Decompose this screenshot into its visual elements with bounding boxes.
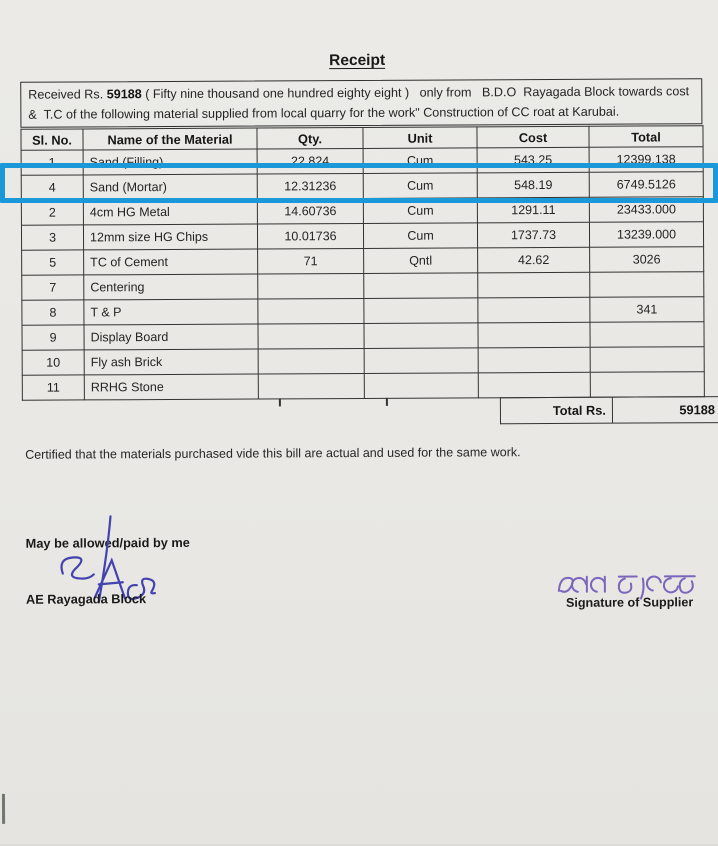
cell-sl: 7 bbox=[22, 275, 84, 300]
cell-total bbox=[590, 372, 704, 398]
cell-unit: Cum bbox=[363, 148, 477, 174]
cell-qty bbox=[258, 348, 364, 374]
cell-total: 341 bbox=[590, 297, 704, 323]
cell-cost bbox=[478, 272, 590, 298]
cell-cost: 548.19 bbox=[477, 172, 589, 198]
cell-total: 23433.000 bbox=[589, 197, 703, 223]
cell-unit bbox=[364, 298, 478, 324]
cell-cost: 42.62 bbox=[478, 247, 590, 273]
cell-qty: 71 bbox=[258, 248, 364, 274]
table-row bbox=[22, 347, 704, 376]
cell-name: Sand (Filling) bbox=[83, 149, 257, 175]
cell-total: 6749.5126 bbox=[589, 172, 703, 198]
cell-qty bbox=[258, 323, 364, 349]
cell-total: 13239.000 bbox=[589, 222, 703, 248]
cell-name: Display Board bbox=[84, 324, 258, 350]
col-header-unit: Unit bbox=[363, 127, 477, 149]
cell-name: RRHG Stone bbox=[84, 374, 258, 400]
cell-name: Sand (Mortar) bbox=[83, 174, 257, 200]
supplier-signature-label: Signature of Supplier bbox=[565, 595, 694, 610]
table-row bbox=[22, 322, 704, 351]
cell-total bbox=[590, 272, 704, 298]
cell-name: Fly ash Brick bbox=[84, 349, 258, 375]
grand-total-value: 59188 bbox=[612, 396, 718, 424]
cell-sl: 9 bbox=[22, 325, 84, 350]
cell-total: 12399.138 bbox=[589, 147, 703, 173]
table-row bbox=[22, 272, 704, 301]
cell-total: 3026 bbox=[590, 247, 704, 273]
table-row bbox=[22, 297, 704, 326]
cell-qty: 14.60736 bbox=[257, 198, 363, 224]
approval-note: May be allowed/paid by me bbox=[25, 534, 190, 551]
cell-sl: 10 bbox=[22, 350, 84, 375]
cell-unit: Cum bbox=[363, 173, 477, 199]
cell-qty bbox=[258, 373, 364, 399]
table-row bbox=[21, 222, 703, 251]
table-row bbox=[22, 247, 704, 276]
cell-sl: 5 bbox=[22, 250, 84, 275]
cell-qty: 12.31236 bbox=[257, 173, 363, 199]
grand-total-label: Total Rs. bbox=[500, 397, 612, 425]
page-title: Receipt bbox=[329, 51, 386, 70]
cell-sl: 2 bbox=[21, 200, 83, 225]
cell-cost bbox=[478, 322, 590, 348]
cell-cost: 1737.73 bbox=[477, 222, 589, 248]
scan-edge-artifact bbox=[2, 794, 5, 824]
cell-unit bbox=[364, 373, 478, 399]
cell-cost: 1291.11 bbox=[477, 197, 589, 223]
received-prefix: Received Rs. bbox=[28, 87, 107, 102]
cell-unit: Qntl bbox=[364, 248, 478, 274]
cell-unit bbox=[364, 273, 478, 299]
cell-qty bbox=[258, 273, 364, 299]
cell-name: 12mm size HG Chips bbox=[83, 224, 257, 250]
cell-name: Centering bbox=[84, 274, 258, 300]
col-header-name: Name of the Material bbox=[83, 128, 257, 150]
scan-line-stub bbox=[279, 398, 281, 406]
cell-sl: 11 bbox=[22, 375, 84, 400]
cell-sl: 1 bbox=[21, 150, 83, 175]
received-amount: 59188 bbox=[106, 87, 142, 102]
highlight-annotation-box bbox=[0, 163, 718, 203]
cell-qty: 22.824 bbox=[257, 148, 363, 174]
col-header-qty: Qty. bbox=[257, 127, 363, 149]
received-statement-box bbox=[20, 78, 702, 128]
cell-sl: 8 bbox=[22, 300, 84, 325]
col-header-sl-no: Sl. No. bbox=[21, 129, 83, 150]
cell-total bbox=[590, 322, 704, 348]
cell-unit bbox=[364, 323, 478, 349]
received-line1-rest: ( Fifty nine thousand one hundred eighty eight ) only from B.D.O Rayagada Block towards cost bbox=[141, 84, 690, 102]
cell-unit: Cum bbox=[363, 198, 477, 224]
approver-designation: AE Rayagada Block bbox=[25, 591, 147, 607]
scan-line-stub bbox=[386, 398, 388, 406]
cell-sl: 3 bbox=[21, 225, 83, 250]
cell-cost bbox=[478, 347, 590, 373]
col-header-cost: Cost bbox=[477, 126, 589, 148]
cell-name: 4cm HG Metal bbox=[83, 199, 257, 225]
cell-sl: 4 bbox=[21, 175, 83, 200]
cell-total bbox=[590, 347, 704, 373]
cell-name: TC of Cement bbox=[84, 249, 258, 275]
cell-cost bbox=[478, 372, 590, 398]
cell-qty: 10.01736 bbox=[257, 223, 363, 249]
cell-cost: 543.25 bbox=[477, 147, 589, 173]
cell-name: T & P bbox=[84, 299, 258, 325]
cell-qty bbox=[258, 298, 364, 324]
col-header-total: Total bbox=[589, 126, 703, 148]
cell-unit: Cum bbox=[363, 223, 477, 249]
certified-statement: Certified that the materials purchased vide this bill are actual and used for the same work. bbox=[25, 445, 521, 462]
cell-unit bbox=[364, 348, 478, 374]
cell-cost bbox=[478, 297, 590, 323]
received-line-2: & T.C of the following material supplied from local quarry for the work" Construction of CC roat at Karubai. bbox=[28, 104, 620, 122]
grand-total-row bbox=[500, 396, 718, 424]
